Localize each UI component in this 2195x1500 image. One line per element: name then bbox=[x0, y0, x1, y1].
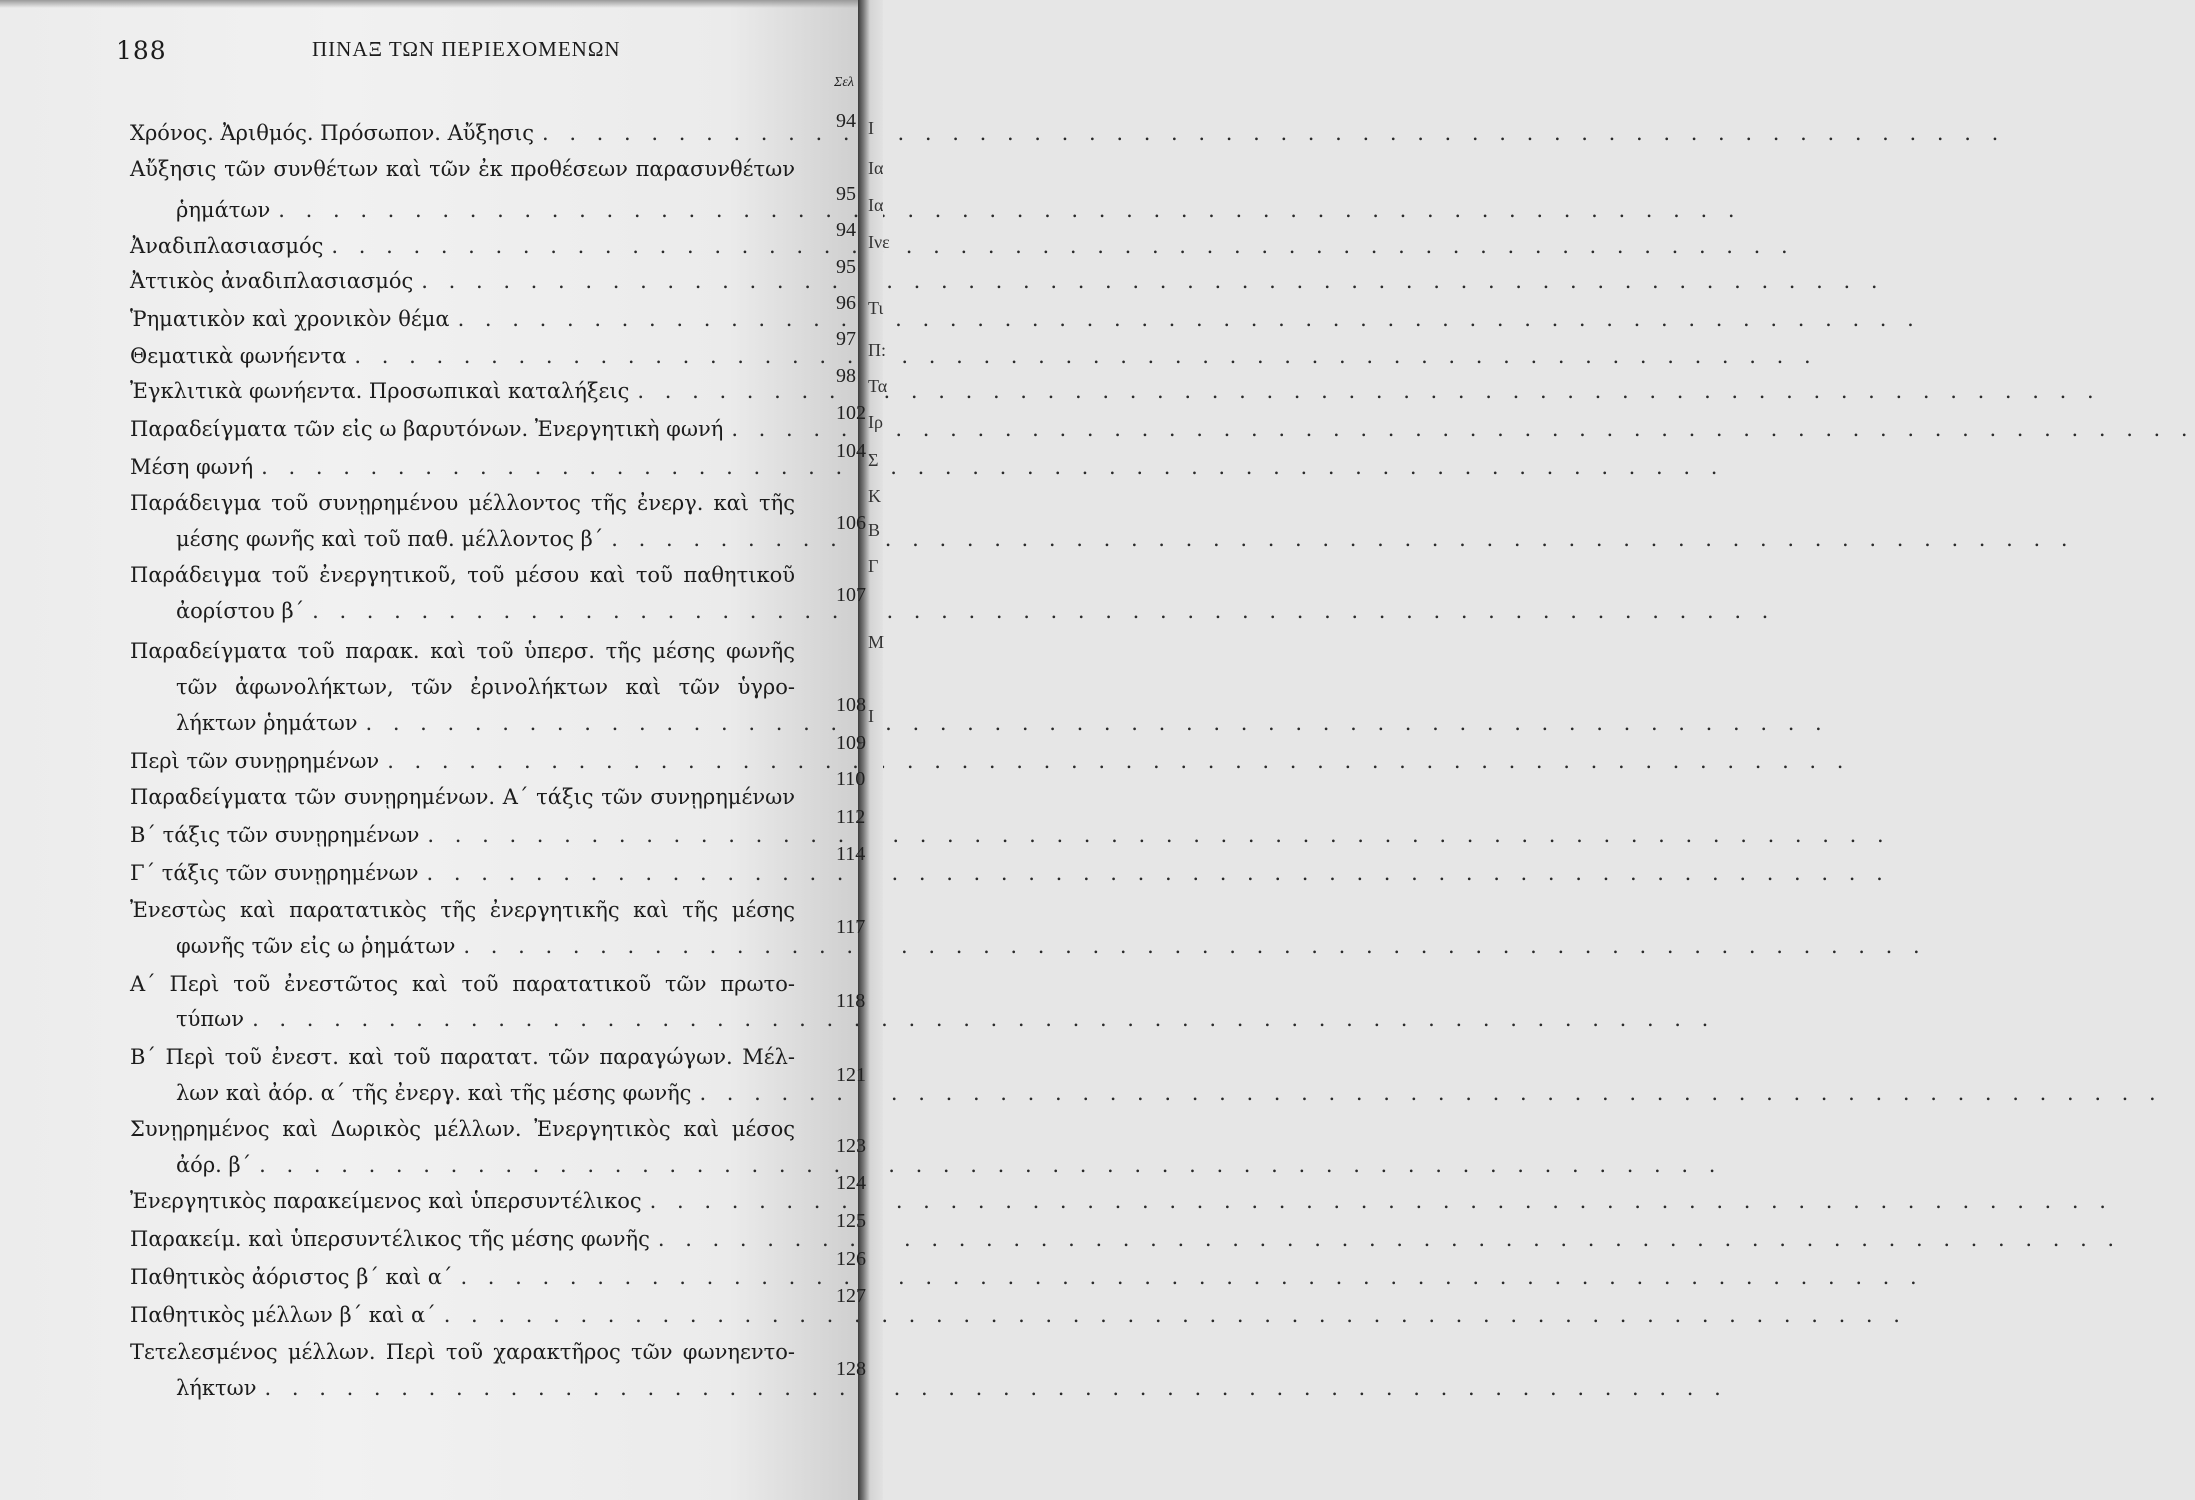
page-number: 188 bbox=[116, 36, 167, 65]
dot-leader bbox=[419, 818, 1890, 852]
page-ref: 104 bbox=[836, 440, 866, 462]
dot-leader bbox=[244, 1002, 1715, 1036]
toc-entry: Αὔξησις τῶν συνθέτων καὶ τῶν ἐκ προθέσεων παρασυνθέτων bbox=[130, 157, 795, 181]
facing-page-fragment: Ια bbox=[868, 158, 884, 178]
toc-entry-continuation: ἀόρ. β´ . . . bbox=[176, 1148, 795, 1182]
page-ref: 114 bbox=[836, 843, 866, 865]
dot-leader bbox=[257, 1371, 1728, 1405]
dot-leader bbox=[304, 594, 1775, 628]
toc-entry: Τετελεσμένος μέλλων. Περὶ τοῦ χαρακτῆρος τῶν φωνηεντο- bbox=[130, 1340, 795, 1364]
page-ref: 107 bbox=[836, 584, 866, 606]
page-ref: 109 bbox=[836, 732, 866, 754]
facing-page-fragment: Ι bbox=[868, 118, 874, 138]
toc-entry: Α´ Περὶ τοῦ ἐνεστῶτος καὶ τοῦ παρατατικοῦ τῶν πρωτο- bbox=[130, 972, 795, 996]
toc-entry: Γ´ τάξις τῶν συνῃρημένων . . . bbox=[130, 856, 795, 890]
toc-entry: Παράδειγμα τοῦ συνῃρημένου μέλλοντος τῆς ἐνεργ. καὶ τῆς bbox=[130, 491, 795, 515]
dot-leader bbox=[450, 302, 1921, 336]
page-ref: 121 bbox=[836, 1064, 866, 1086]
page-ref: 127 bbox=[836, 1285, 866, 1307]
toc-entry-continuation: ἀορίστου β´ . . . bbox=[176, 594, 795, 628]
dot-leader bbox=[346, 339, 1817, 373]
facing-page-fragment: Σ bbox=[868, 450, 879, 470]
toc-entry: Παραδείγματα τοῦ παρακ. καὶ τοῦ ὑπερσ. τῆς μέσης φωνῆς bbox=[130, 639, 795, 663]
toc-entry-continuation: λων καὶ ἀόρ. α´ τῆς ἐνεργ. καὶ τῆς μέσης φωνῆς . . . bbox=[176, 1076, 795, 1110]
dot-leader bbox=[323, 229, 1794, 263]
toc-entry: Ῥηματικὸν καὶ χρονικὸν θέμα . . . bbox=[130, 302, 795, 336]
dot-leader bbox=[379, 744, 1850, 778]
page-ref: 125 bbox=[836, 1210, 866, 1232]
toc-entry: Παθητικὸς μέλλων β´ καὶ α´ . . . bbox=[130, 1298, 795, 1332]
page-ref: 124 bbox=[836, 1172, 866, 1194]
toc-entry-continuation: φωνῆς τῶν εἰς ω ῥημάτων . . . bbox=[176, 929, 795, 963]
toc-entry-continuation: ῥημάτων . . . bbox=[176, 193, 795, 227]
facing-page-fragment: Ινε bbox=[868, 232, 890, 252]
page-ref: 112 bbox=[836, 806, 866, 828]
facing-page-fragment: Ι bbox=[868, 706, 874, 726]
page-ref: 117 bbox=[836, 916, 866, 938]
page-ref: 96 bbox=[836, 292, 856, 314]
facing-page-fragment: Τι bbox=[868, 298, 884, 318]
toc-entry: Παραδείγματα τῶν εἰς ω βαρυτόνων. Ἐνεργητικὴ φωνή . . . bbox=[130, 412, 795, 446]
page-ref: 102 bbox=[836, 402, 866, 424]
dot-leader bbox=[419, 856, 1890, 890]
facing-page-fragment: Κ bbox=[868, 486, 881, 506]
toc-entry-continuation: μέσης φωνῆς καὶ τοῦ παθ. μέλλοντος β´ . . . bbox=[176, 522, 795, 556]
running-head: ΠΙΝΑΞ ΤΩΝ ΠΕΡΙΕΧΟΜΕΝΩΝ bbox=[312, 37, 621, 61]
toc-entry: Παράδειγμα τοῦ ἐνεργητικοῦ, τοῦ μέσου καὶ τοῦ παθητικοῦ bbox=[130, 563, 795, 587]
facing-page-fragment: Π: bbox=[868, 340, 886, 360]
toc-entry-continuation: τῶν ἀφωνολήκτων, τῶν ἐρινολήκτων καὶ τῶν ὑγρο- bbox=[176, 675, 795, 699]
dot-leader bbox=[357, 706, 1828, 740]
book-page bbox=[0, 0, 858, 1500]
page-ref: 123 bbox=[836, 1135, 866, 1157]
dot-leader bbox=[534, 116, 2005, 150]
toc-entry-continuation: τύπων . . . bbox=[176, 1002, 795, 1036]
facing-page-strip bbox=[830, 0, 890, 1500]
toc-entry-continuation: λήκτων . . . bbox=[176, 1371, 795, 1405]
page-ref: 106 bbox=[836, 512, 866, 534]
page-ref: 95 bbox=[836, 183, 856, 205]
toc-entry-continuation: λήκτων ῥημάτων . . . bbox=[176, 706, 795, 740]
dot-leader bbox=[452, 1260, 1923, 1294]
toc-entry: Ἀναδιπλασιασμός . . . bbox=[130, 229, 795, 263]
dot-leader bbox=[413, 264, 1884, 298]
dot-leader bbox=[251, 1148, 1722, 1182]
facing-page-fragment: Γ bbox=[868, 556, 879, 576]
page-ref: 98 bbox=[836, 365, 856, 387]
toc-entry: Περὶ τῶν συνῃρημένων . . . bbox=[130, 744, 795, 778]
toc-entry: Θεματικὰ φωνήεντα . . . bbox=[130, 339, 795, 373]
toc-entry: Παρακείμ. καὶ ὑπερσυντέλικος τῆς μέσης φωνῆς . . . bbox=[130, 1222, 795, 1256]
toc-entry: Ἐνεργητικὸς παρακείμενος καὶ ὑπερσυντέλικος . . . bbox=[130, 1184, 795, 1218]
dot-leader bbox=[455, 929, 1926, 963]
dot-leader bbox=[723, 412, 2194, 446]
page-ref: 110 bbox=[836, 768, 866, 790]
dot-leader bbox=[603, 522, 2074, 556]
toc-entry: Παραδείγματα τῶν συνῃρημένων. Α´ τάξις τῶν συνῃρημένων bbox=[130, 785, 795, 809]
page-column-heading: Σελ bbox=[834, 75, 854, 90]
page-ref: 94 bbox=[836, 110, 856, 132]
toc-entry: Β´ τάξις τῶν συνῃρημένων . . . bbox=[130, 818, 795, 852]
facing-page-fragment: Ιρ bbox=[868, 412, 883, 432]
dot-leader bbox=[270, 193, 1741, 227]
toc-entry: Ἐγκλιτικὰ φωνήεντα. Προσωπικαὶ καταλήξεις . . . bbox=[130, 374, 795, 408]
toc-entry: Παθητικὸς ἀόριστος β´ καὶ α´ . . . bbox=[130, 1260, 795, 1294]
toc-entry: Μέση φωνή . . . bbox=[130, 450, 795, 484]
dot-leader bbox=[691, 1076, 2162, 1110]
page-ref: 128 bbox=[836, 1358, 866, 1380]
toc-entry: Ἀττικὸς ἀναδιπλασιασμός . . . bbox=[130, 264, 795, 298]
table-of-contents bbox=[0, 0, 858, 1500]
toc-entry: Χρόνος. Ἀριθμός. Πρόσωπον. Αὔξησις . . . bbox=[130, 116, 795, 150]
facing-page-fragment: Ια bbox=[868, 195, 884, 215]
dot-leader bbox=[253, 450, 1724, 484]
facing-page-fragment: Β bbox=[868, 520, 881, 540]
toc-entry: Συνῃρημένος καὶ Δωρικὸς μέλλων. Ἐνεργητικὸς καὶ μέσος bbox=[130, 1117, 795, 1141]
facing-page-fragment: Μ bbox=[868, 632, 885, 652]
toc-entry: Β´ Περὶ τοῦ ἐνεστ. καὶ τοῦ παρατατ. τῶν παραγώγων. Μέλ- bbox=[130, 1045, 795, 1069]
page-ref: 118 bbox=[836, 990, 866, 1012]
page-ref: 97 bbox=[836, 328, 856, 350]
page-ref: 95 bbox=[836, 256, 856, 278]
dot-leader bbox=[436, 1298, 1907, 1332]
toc-entry: Ἐνεστὼς καὶ παρατατικὸς τῆς ἐνεργητικῆς καὶ τῆς μέσης bbox=[130, 898, 795, 922]
facing-page-fragment: Τα bbox=[868, 376, 888, 396]
page-ref: 126 bbox=[836, 1248, 866, 1270]
page-ref: 108 bbox=[836, 694, 866, 716]
page-ref: 94 bbox=[836, 219, 856, 241]
